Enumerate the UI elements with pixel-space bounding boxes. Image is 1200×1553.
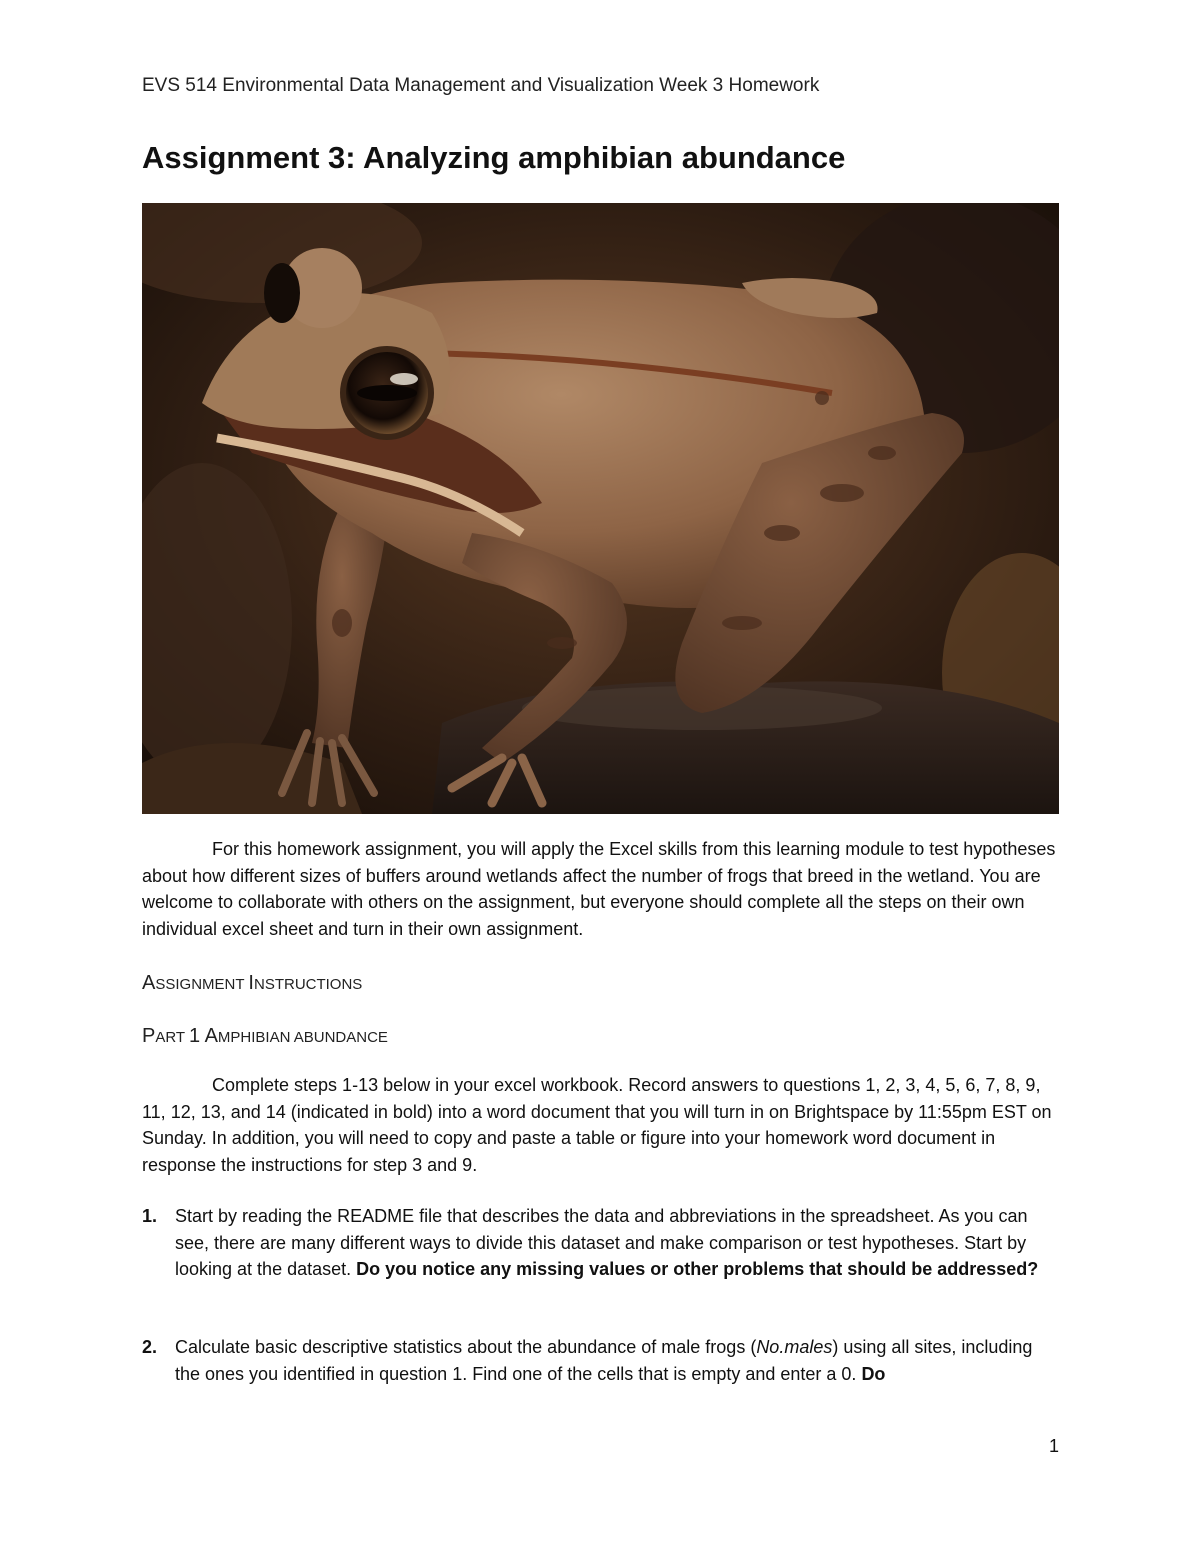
step-text: Calculate basic descriptive statistics about the abundance of male frogs (No.males) using all sites, including the ones you identified in question 1. Find one of the cells that is empty and enter a 0. Do (175, 1337, 1033, 1384)
page-number: 1 (1049, 1436, 1060, 1456)
part1-intro-text: Complete steps 1-13 below in your excel workbook. Record answers to questions 1, 2, 3, 4, 5, 6, 7, 8, 9, 11, 12, 13, and 14 (indicated in bold) into a word document that you will turn in on Brightspace by 11:55pm EST on Sunday. In addition, you will need to copy and paste a table or figure into your homework word document in response the instructions for step 3 and 9. (142, 1075, 1052, 1175)
step-number: 2. (142, 1337, 158, 1357)
part1-intro-paragraph (142, 1072, 1057, 1178)
frog-photo (142, 203, 1059, 814)
step-2 (142, 1334, 1057, 1387)
step-question: Do (861, 1363, 886, 1384)
running-header: EVS 514 Environmental Data Management and Visualization Week 3 Homework (142, 75, 820, 96)
document-title: Assignment 3: Analyzing amphibian abundance (142, 140, 846, 175)
intro-text: For this homework assignment, you will apply the Excel skills from this learning module to test hypotheses about how different sizes of buffers around wetlands affect the number of frogs that breed in the wetland. You are welcome to collaborate with others on the assignment, but everyone should complete all the steps on their own individual excel sheet and turn in their own assignment. (142, 839, 1056, 939)
step-number: 1. (142, 1206, 158, 1226)
intro-paragraph (142, 836, 1057, 942)
part-heading-amphibian-abundance: PART 1 AMPHIBIAN ABUNDANCE (142, 1025, 388, 1047)
step-text: Start by reading the README file that describes the data and abbreviations in the spreadsheet. As you can see, there are many different ways to divide this dataset and make comparison or test hypotheses. Start by looking at the dataset. Do you notice any missing values or other problems that should be addressed? (175, 1206, 1039, 1279)
step-question: Do you notice any missing values or other problems that should be addressed? (356, 1259, 1039, 1279)
step-1 (142, 1203, 1057, 1283)
section-heading-assignment-instructions: ASSIGNMENT INSTRUCTIONS (142, 972, 363, 994)
